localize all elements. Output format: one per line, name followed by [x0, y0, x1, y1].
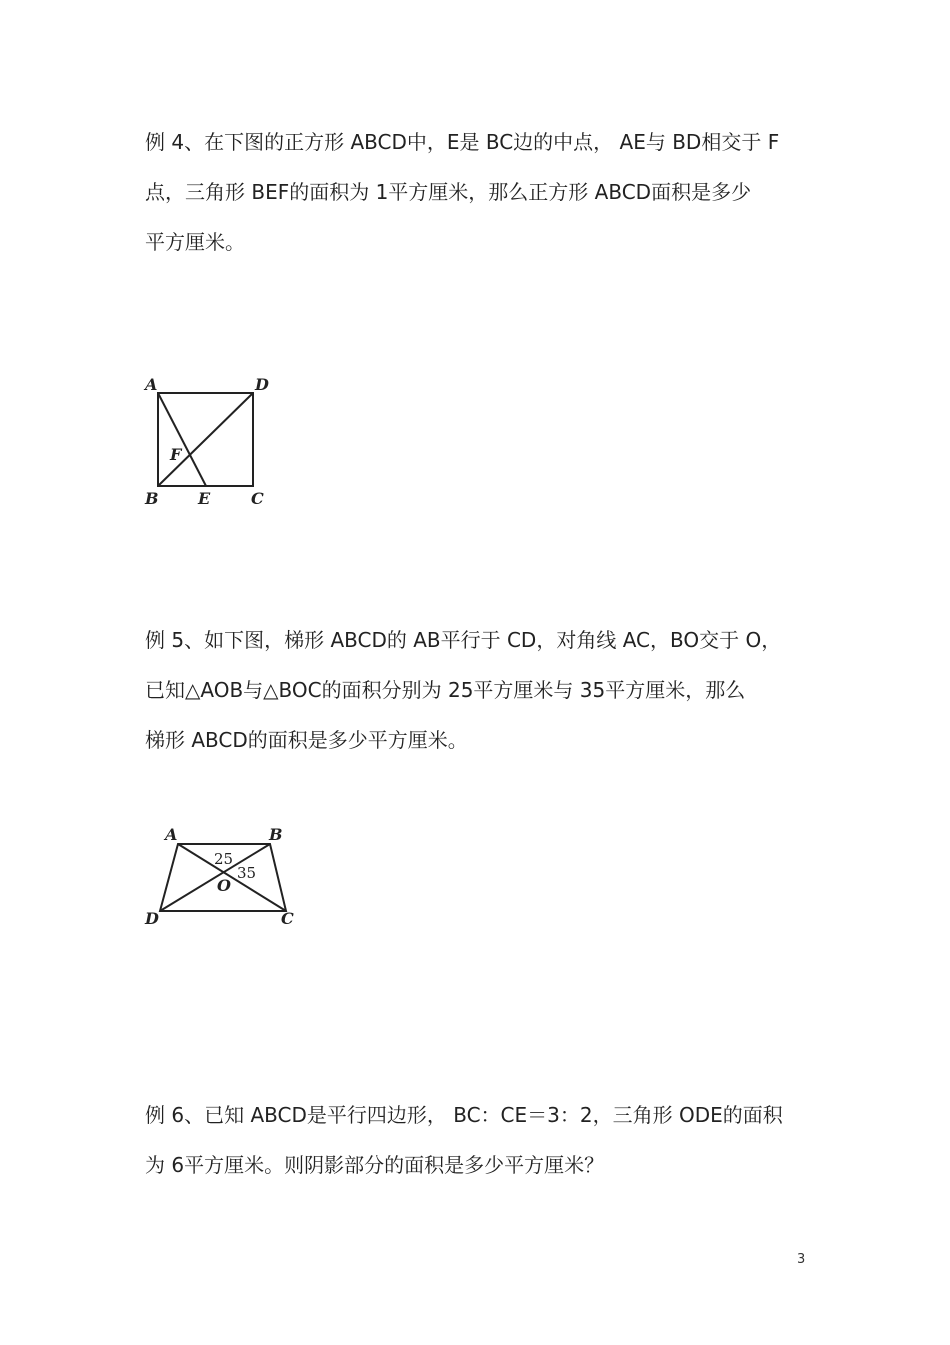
- example-4-line-3: 平方厘米。: [145, 230, 245, 254]
- segment-bd: [158, 393, 253, 486]
- example-4-text: [145, 130, 825, 280]
- label-a: A: [145, 375, 158, 394]
- label-b: B: [269, 825, 283, 844]
- example-6-line-1: 例 6、已知 ABCD是平行四边形， BC：CE＝3：2，三角形 ODE的面积: [145, 1103, 783, 1127]
- square-figure: [140, 370, 280, 515]
- label-o: O: [217, 876, 231, 895]
- trapezoid-figure: [140, 820, 310, 930]
- example-5-line-1: 例 5、如下图，梯形 ABCD的 AB平行于 CD，对角线 AC，BO交于 O，: [145, 628, 782, 652]
- example-5-line-2: 已知△AOB与△BOC的面积分别为 25平方厘米与 35平方厘米，那么: [145, 678, 746, 702]
- example-5-text: [145, 628, 825, 778]
- label-e: E: [198, 489, 211, 508]
- example-6-line-2: 为 6平方厘米。则阴影部分的面积是多少平方厘米？: [145, 1153, 605, 1177]
- label-b: B: [145, 489, 159, 508]
- label-d: D: [255, 375, 269, 394]
- example-5-line-3: 梯形 ABCD的面积是多少平方厘米。: [145, 728, 468, 752]
- example-6-text: [145, 1103, 825, 1203]
- segment-ae: [158, 393, 206, 486]
- label-a: A: [165, 825, 178, 844]
- page-number: 3: [797, 1252, 806, 1267]
- label-d: D: [145, 909, 159, 928]
- example-4-line-2: 点，三角形 BEF的面积为 1平方厘米，那么正方形 ABCD面积是多少: [145, 180, 752, 204]
- label-c: C: [251, 489, 264, 508]
- label-f: F: [170, 445, 182, 464]
- example-4-line-1: 例 4、在下图的正方形 ABCD中，E是 BC边的中点， AE与 BD相交于 F: [145, 130, 780, 154]
- area-aob-label: 25: [214, 850, 234, 868]
- label-c: C: [281, 909, 294, 928]
- area-boc-label: 35: [237, 864, 257, 882]
